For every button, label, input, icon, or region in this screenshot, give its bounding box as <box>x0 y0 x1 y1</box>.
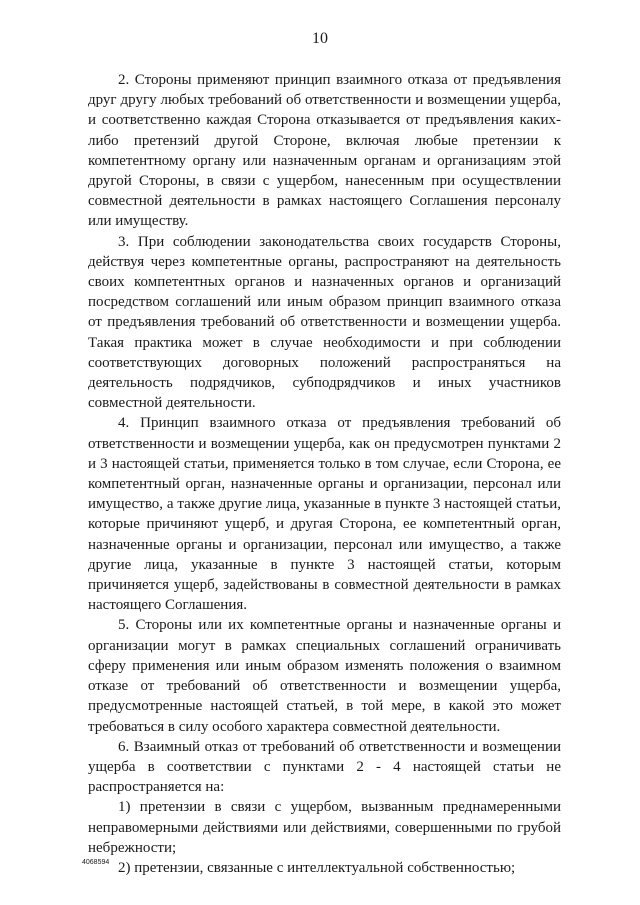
paragraph-6: 6. Взаимный отказ от требований об ответственности и возмещении ущерба в соответствии с пунктами 2 - 4 настоящей статьи не распространяется на: <box>88 738 561 796</box>
page-number: 10 <box>312 30 328 47</box>
paragraph-4: 4. Принцип взаимного отказа от предъявления требований об ответственности и возмещении ущерба, как он предусмотрен пунктами 2 и 3 настоящей статьи, применяется только в том случае, если Сторона, ее компетентный орган, назначенные органы и организации, персонал или имущество, а также другие лица, указанные в пункте 3 настоящей статьи, которые причиняют ущерб, и другая Сторона, ее компетентный орган, назначенные органы и организации, персонал или имущество, а также другие лица, указанные в пункте 3 настоящей статьи, которым причиняется ущерб, задействованы в совместной деятельности в рамках настоящего Соглашения. <box>88 415 561 614</box>
subitem-1: 1) претензии в связи с ущербом, вызванным преднамеренными неправомерными действиями или действиями, совершенными по грубой небрежности; <box>88 799 561 856</box>
paragraph-2: 2. Стороны применяют принцип взаимного отказа от предъявления друг другу любых требований об ответственности и возмещении ущерба, и соответственно каждая Сторона отказывается от предъявления каких-либо претензий другой Стороне, включая любые претензии к компетентному органу или назначенным органам и организациям этой другой Стороны, в связи с ущербом, нанесенным при осуществлении совместной деятельности в рамках настоящего Соглашения персоналу или имуществу. <box>88 72 561 230</box>
document-id: 4068594 <box>82 859 110 866</box>
subitem-2: 2) претензии, связанные с интеллектуальной собственностью; <box>118 859 516 876</box>
document-body <box>88 70 561 878</box>
paragraph-5: 5. Стороны или их компетентные органы и назначенные органы и организации могут в рамках специальных соглашений ограничивать сферу применения или иным образом изменять положения о взаимном отказе от требований об ответственности и возмещении ущерба, предусмотренные настоящей статьей, в той мере, в какой это может требоваться в силу особого характера совместной деятельности. <box>88 617 561 735</box>
paragraph-3: 3. При соблюдении законодательства своих государств Стороны, действуя через компетентные органы, распространяют на деятельность своих компетентных органов и назначенных органов и организаций посредством соглашений или иным образом принцип взаимного отказа от предъявления требований об ответственности и возмещении ущерба. Такая практика может в случае необходимости и при соблюдении соответствующих договорных положений распространяться на деятельность подрядчиков, субподрядчиков и иных участников совместной деятельности. <box>88 233 561 412</box>
